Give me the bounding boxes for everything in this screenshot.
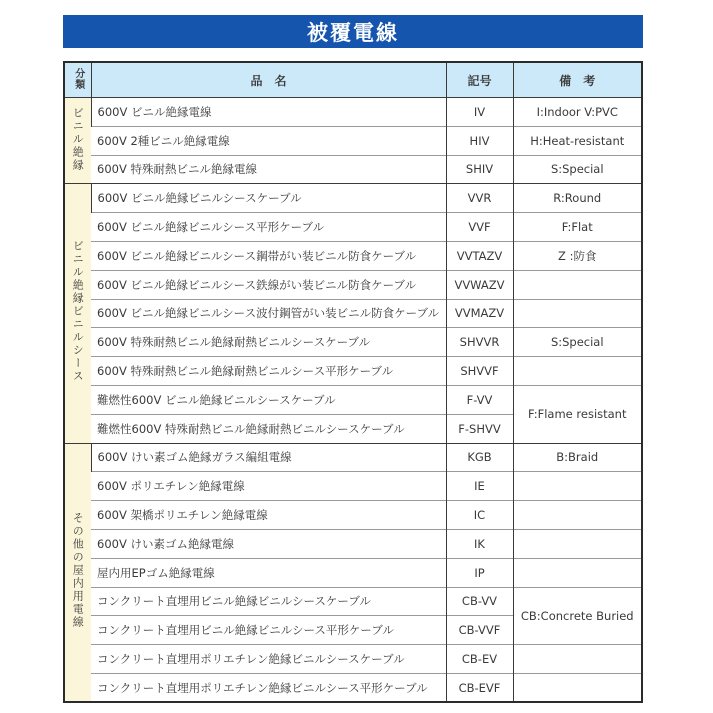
symbol-cell: IP (446, 558, 513, 587)
product-name-cell: 600V 特殊耐熱ビニル絶縁耐熱ビニルシースケーブル (91, 328, 446, 357)
table-row (64, 328, 642, 357)
table-row (64, 299, 642, 328)
table-row (64, 357, 642, 386)
remarks-cell: F:Flat (513, 213, 642, 242)
symbol-cell: IV (446, 98, 513, 127)
product-name-cell: 600V 架橋ポリエチレン絶縁電線 (91, 501, 446, 530)
symbol-cell: CB-EVF (446, 673, 513, 702)
symbol-cell: HIV (446, 126, 513, 155)
symbol-cell: VVTAZV (446, 241, 513, 270)
symbol-cell: SHIV (446, 155, 513, 184)
product-name-cell: 600V ビニル絶縁ビニルシースケーブル (91, 184, 446, 213)
remarks-cell (513, 558, 642, 587)
remarks-cell: B:Braid (513, 443, 642, 472)
product-name-cell: コンクリート直埋用ビニル絶縁ビニルシースケーブル (91, 587, 446, 616)
product-name-cell: 600V ビニル絶縁ビニルシース鉄線がい装ビニル防食ケーブル (91, 270, 446, 299)
remarks-cell: S:Special (513, 155, 642, 184)
category-cell (64, 184, 91, 443)
table-row (64, 126, 642, 155)
product-name-cell: 600V 2種ビニル絶縁電線 (91, 126, 446, 155)
product-name-cell: 600V ビニル絶縁電線 (91, 98, 446, 127)
table-row (64, 587, 642, 616)
remarks-cell (513, 645, 642, 674)
symbol-cell: VVMAZV (446, 299, 513, 328)
category-cell (64, 98, 91, 184)
symbol-cell: CB-VV (446, 587, 513, 616)
table-row (64, 529, 642, 558)
table-row (64, 645, 642, 674)
covered-wire-table (63, 61, 643, 703)
symbol-cell: IC (446, 501, 513, 530)
table-row (64, 184, 642, 213)
product-name-cell: コンクリート直埋用ポリエチレン絶縁ビニルシース平形ケーブル (91, 673, 446, 702)
header-category-label: 分類 (72, 67, 84, 90)
page-title-bar (63, 15, 643, 48)
remarks-cell: Z :防食 (513, 241, 642, 270)
product-name-cell: 600V けい素ゴム絶縁電線 (91, 529, 446, 558)
header-symbol: 記号 (446, 62, 513, 98)
category-label: ビニル絶縁ビニルシース (71, 240, 85, 384)
table-header-row (64, 62, 642, 98)
remarks-cell: R:Round (513, 184, 642, 213)
remarks-cell: I:Indoor V:PVC (513, 98, 642, 127)
product-name-cell: 600V 特殊耐熱ビニル絶縁電線 (91, 155, 446, 184)
product-name-cell: 600V けい素ゴム絶縁ガラス編組電線 (91, 443, 446, 472)
table-row (64, 673, 642, 702)
remarks-cell (513, 299, 642, 328)
symbol-cell: F-VV (446, 385, 513, 414)
product-name-cell: 難燃性600V ビニル絶縁ビニルシースケーブル (91, 385, 446, 414)
table-row (64, 443, 642, 472)
category-label: その他の屋内用電線 (71, 512, 85, 630)
table-row (64, 270, 642, 299)
remarks-cell (513, 529, 642, 558)
symbol-cell: IK (446, 529, 513, 558)
product-name-cell: 600V ビニル絶縁ビニルシース平形ケーブル (91, 213, 446, 242)
symbol-cell: VVR (446, 184, 513, 213)
remarks-cell (513, 673, 642, 702)
remarks-cell: CB:Concrete Buried (513, 587, 642, 645)
symbol-cell: SHVVF (446, 357, 513, 386)
symbol-cell: CB-VVF (446, 616, 513, 645)
table-row (64, 385, 642, 414)
remarks-cell (513, 472, 642, 501)
product-name-cell: コンクリート直埋用ビニル絶縁ビニルシース平形ケーブル (91, 616, 446, 645)
header-remarks: 備 考 (513, 62, 642, 98)
table-row (64, 213, 642, 242)
header-product-name: 品 名 (91, 62, 446, 98)
symbol-cell: SHVVR (446, 328, 513, 357)
remarks-cell: H:Heat-resistant (513, 126, 642, 155)
symbol-cell: IE (446, 472, 513, 501)
table-row (64, 241, 642, 270)
product-name-cell: 屋内用EPゴム絶縁電線 (91, 558, 446, 587)
page-title: 被覆電線 (307, 20, 399, 45)
table-row (64, 558, 642, 587)
symbol-cell: KGB (446, 443, 513, 472)
table-row (64, 155, 642, 184)
symbol-cell: VVWAZV (446, 270, 513, 299)
category-cell (64, 443, 91, 702)
remarks-cell: F:Flame resistant (513, 385, 642, 443)
symbol-cell: VVF (446, 213, 513, 242)
table-row (64, 98, 642, 127)
product-name-cell: 600V ビニル絶縁ビニルシース波付鋼管がい装ビニル防食ケーブル (91, 299, 446, 328)
product-name-cell: コンクリート直埋用ポリエチレン絶縁ビニルシースケーブル (91, 645, 446, 674)
product-name-cell: 難燃性600V 特殊耐熱ビニル絶縁耐熱ビニルシースケーブル (91, 414, 446, 443)
symbol-cell: CB-EV (446, 645, 513, 674)
symbol-cell: F-SHVV (446, 414, 513, 443)
table-row (64, 472, 642, 501)
table-row (64, 501, 642, 530)
remarks-cell (513, 270, 642, 299)
product-name-cell: 600V ポリエチレン絶縁電線 (91, 472, 446, 501)
product-name-cell: 600V ビニル絶縁ビニルシース鋼帯がい装ビニル防食ケーブル (91, 241, 446, 270)
product-name-cell: 600V 特殊耐熱ビニル絶縁耐熱ビニルシース平形ケーブル (91, 357, 446, 386)
remarks-cell (513, 357, 642, 386)
header-category (64, 62, 91, 98)
remarks-cell (513, 501, 642, 530)
category-label: ビニル絶縁 (71, 106, 85, 172)
remarks-cell: S:Special (513, 328, 642, 357)
